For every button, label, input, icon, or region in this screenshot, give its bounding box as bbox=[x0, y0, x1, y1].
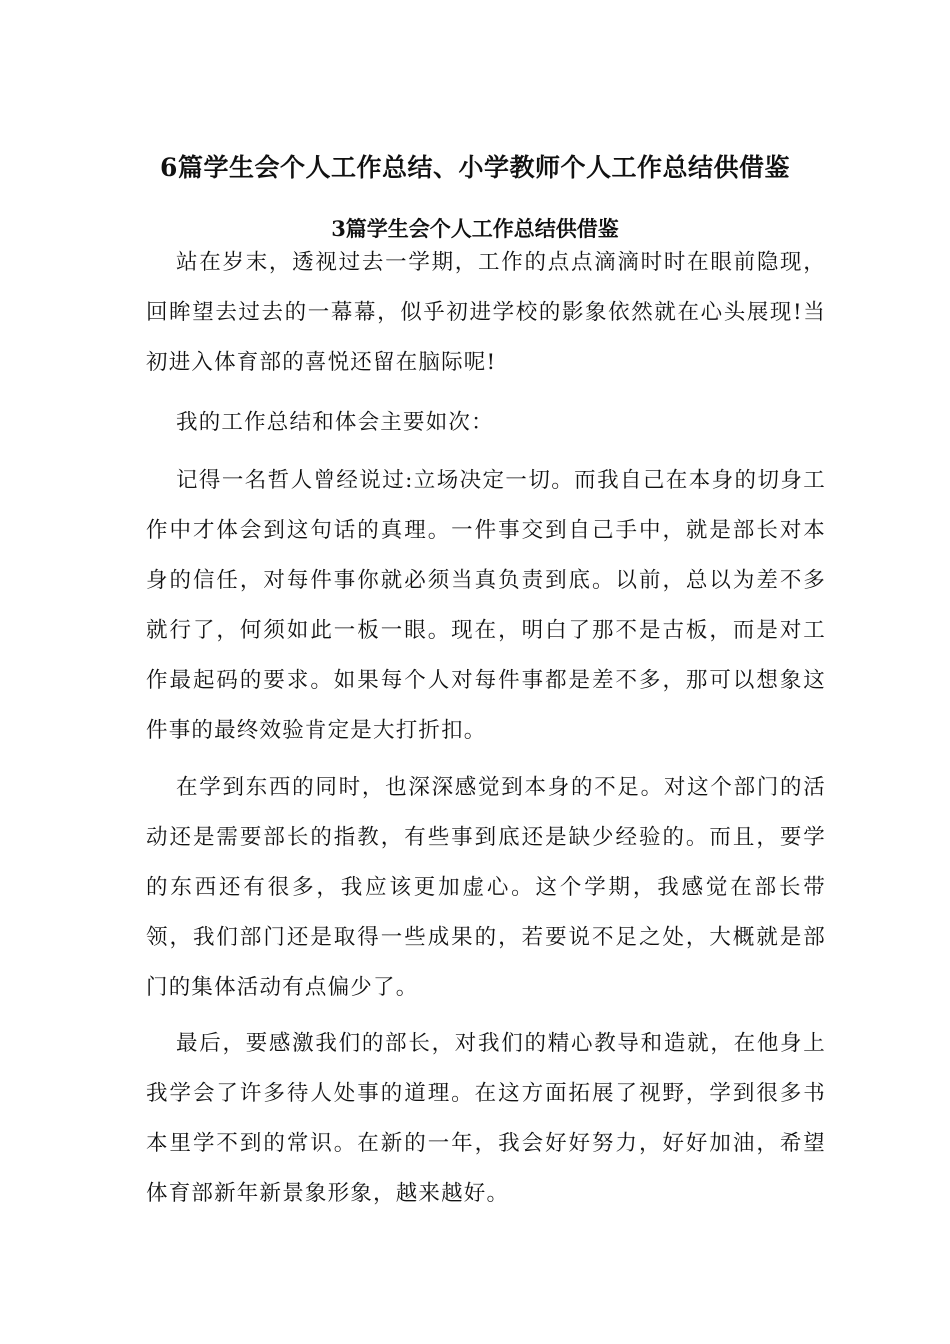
paragraph-summary-heading: 我的工作总结和体会主要如次： bbox=[176, 410, 494, 435]
paragraph-gratitude: 最后，要感激我们的部长，对我们的精心教导和造就，在他身上我学会了许多待人处事的道理。在这方面拓展了视野，学到很多书本里学不到的常识。在新的一年，我会好好努力，好好加油，希望体育部新年新景象形象，越来越好。 bbox=[146, 1031, 826, 1206]
document-subtitle: 3篇学生会个人工作总结供借鉴 bbox=[331, 216, 619, 242]
paragraph-attitude: 记得一名哲人曾经说过:立场决定一切。而我自己在本身的切身工作中才体会到这句话的真理。一件事交到自己手中，就是部长对本身的信任，对每件事你就必须当真负责到底。以前，总以为差不多就行了，何须如此一板一眼。现在，明白了那不是古板，而是对工作最起码的要求。如果每个人对每件事都是差不多，那可以想象这件事的最终效验肯定是大打折扣。 bbox=[146, 468, 826, 743]
paragraph-intro: 站在岁末，透视过去一学期，工作的点点滴滴时时在眼前隐现，回眸望去过去的一幕幕，似乎初进学校的影象依然就在心头展现!当初进入体育部的喜悦还留在脑际呢! bbox=[146, 250, 826, 375]
document-title: 6篇学生会个人工作总结、小学教师个人工作总结供借鉴 bbox=[160, 152, 790, 182]
paragraph-shortcomings: 在学到东西的同时，也深深感觉到本身的不足。对这个部门的活动还是需要部长的指教，有些事到底还是缺少经验的。而且，要学的东西还有很多，我应该更加虚心。这个学期，我感觉在部长带领，我们部门还是取得一些成果的，若要说不足之处，大概就是部门的集体活动有点偏少了。 bbox=[146, 775, 826, 1000]
